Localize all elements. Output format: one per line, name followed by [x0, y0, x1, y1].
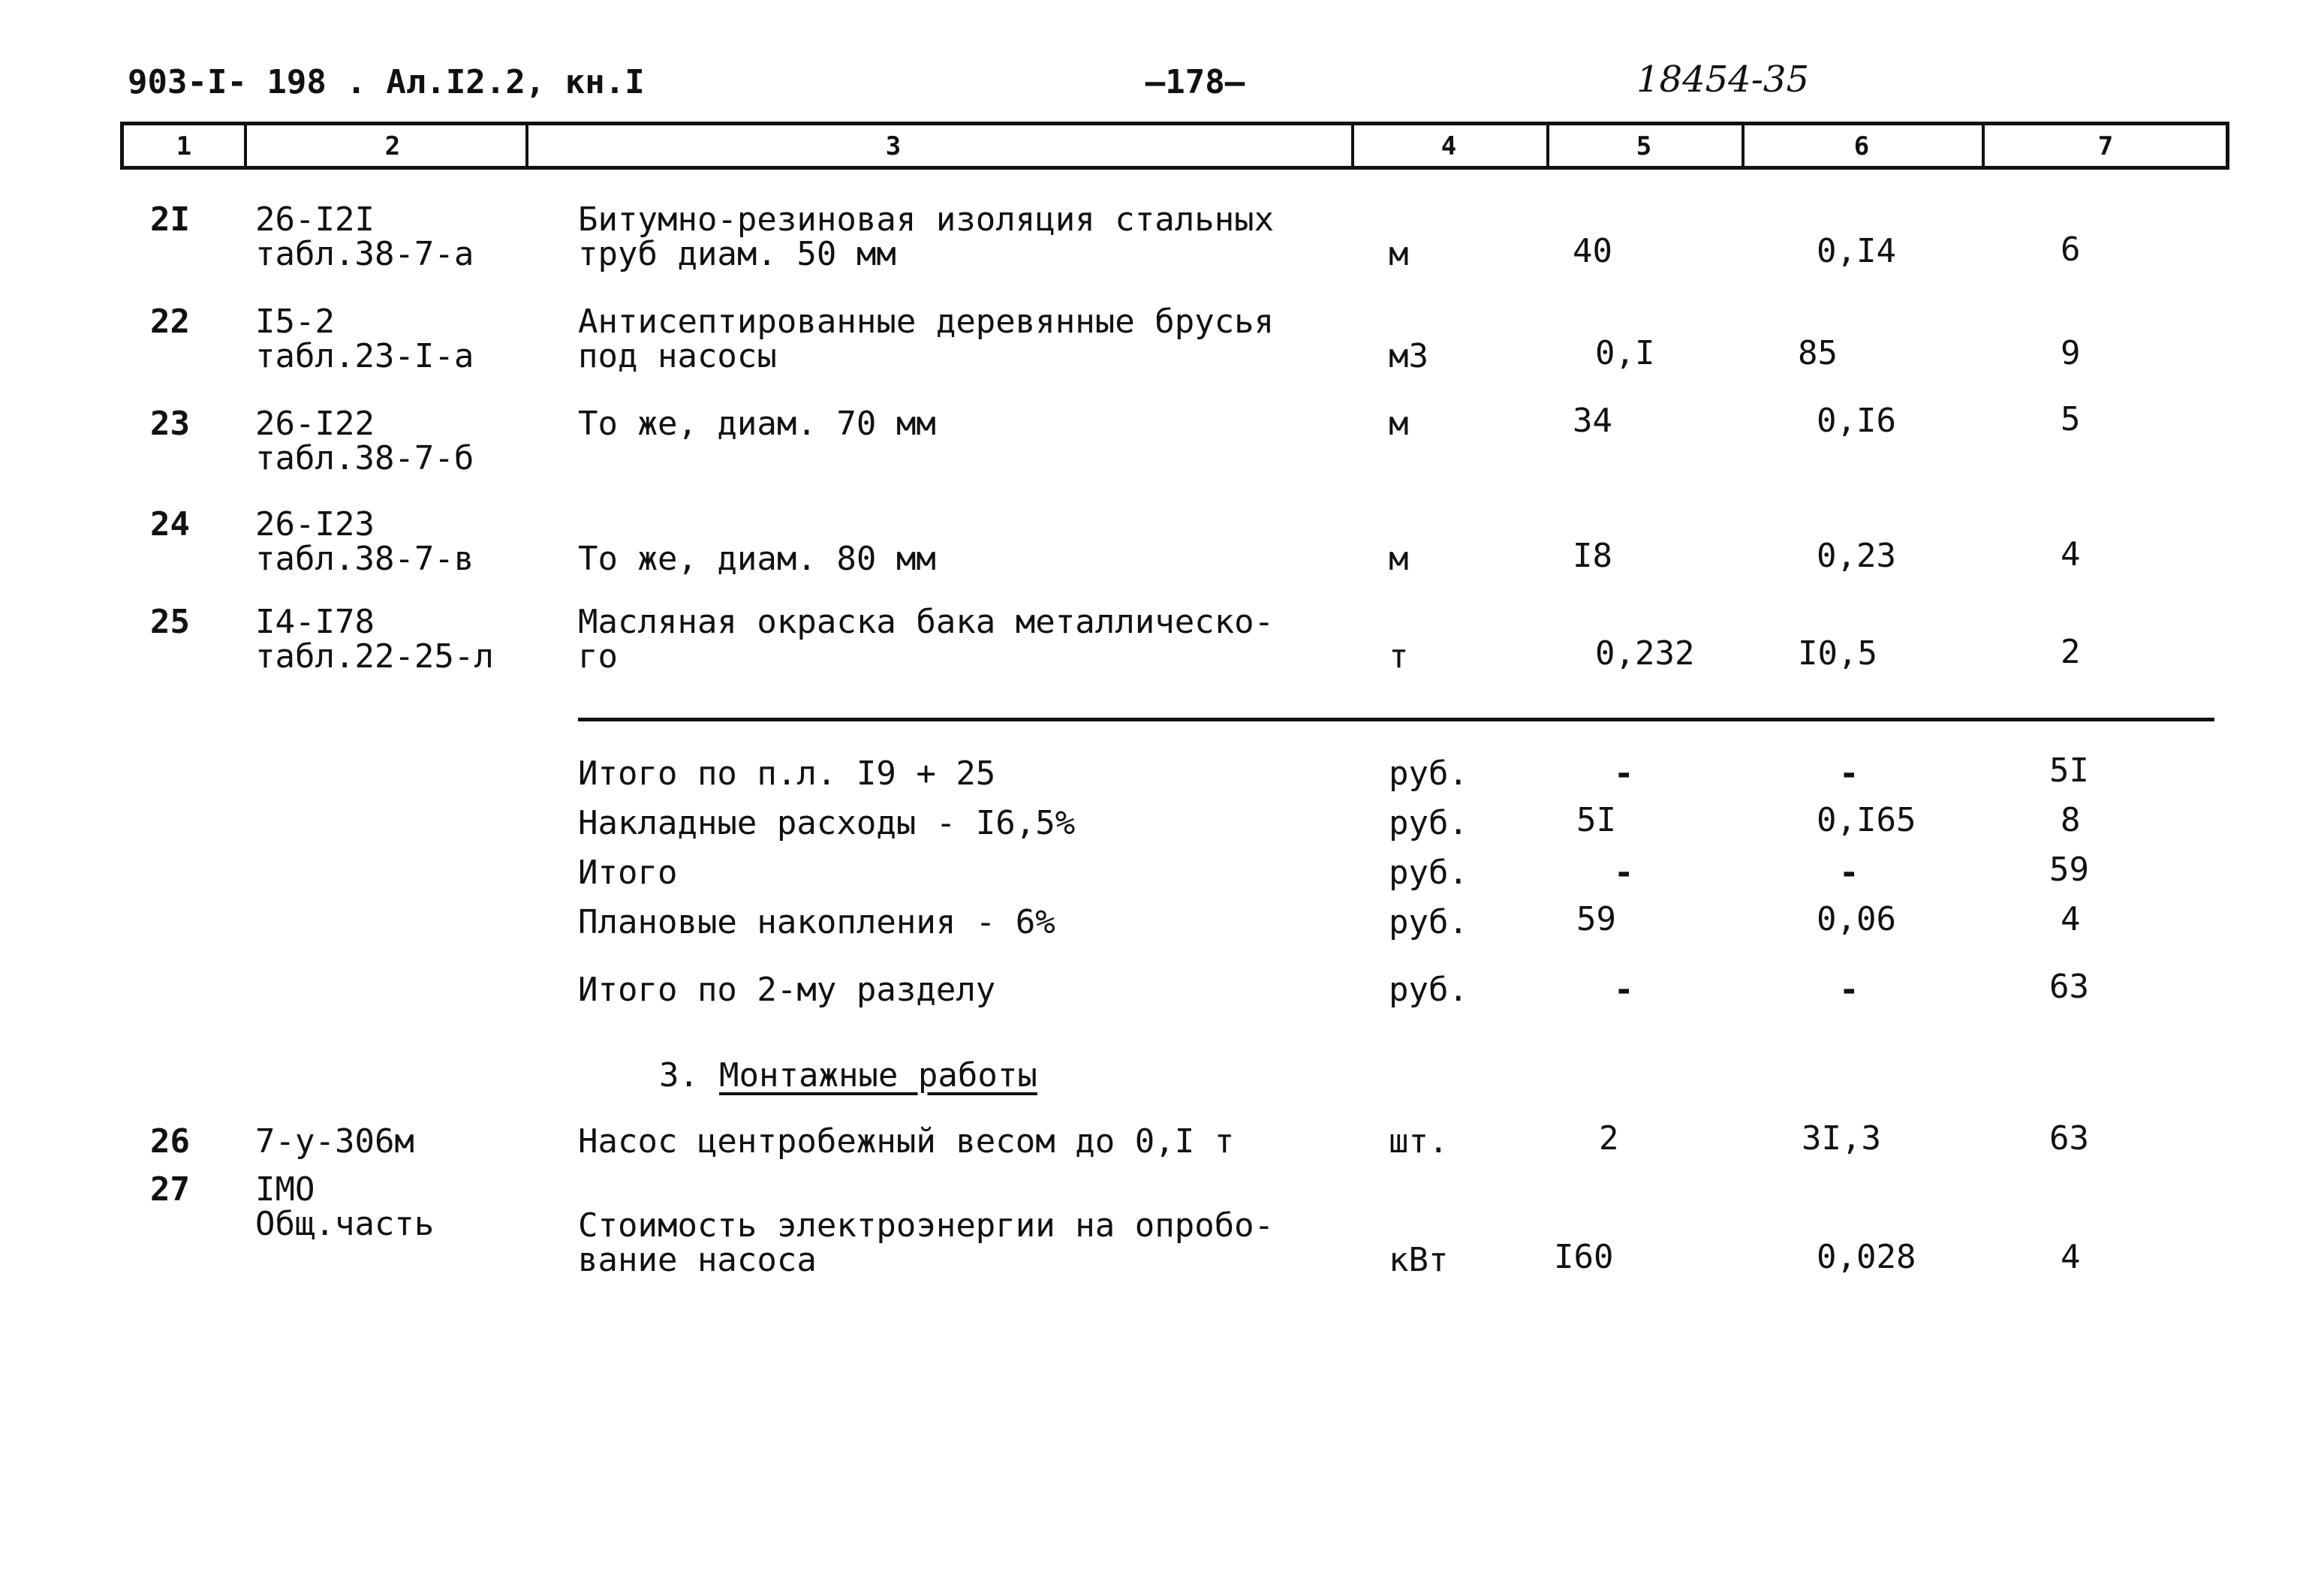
summary-price: -	[1839, 854, 1859, 892]
summary-unit: руб.	[1389, 903, 1468, 941]
row-code: табл.38-7-в	[255, 540, 474, 578]
summary-unit: руб.	[1389, 854, 1468, 892]
section-number: 3.	[659, 1056, 699, 1095]
summary-total: 63	[2049, 968, 2089, 1006]
row-code: табл.38-7-б	[255, 439, 474, 477]
row-unit: м	[1389, 540, 1409, 578]
column-number: 1	[176, 131, 192, 161]
summary-quantity: 5I	[1576, 801, 1616, 839]
row-quantity: 34	[1573, 402, 1612, 440]
row-description: То же, диам. 70 мм	[578, 405, 936, 443]
row-description: Насос центробежный весом до 0,I т	[578, 1122, 1235, 1161]
row-quantity: I60	[1554, 1238, 1614, 1276]
row-price: 0,028	[1817, 1238, 1916, 1276]
row-total: 6	[2061, 230, 2081, 269]
row-total: 63	[2049, 1119, 2089, 1158]
summary-total: 5I	[2049, 751, 2089, 790]
summary-unit: руб.	[1389, 804, 1468, 842]
row-code: табл.38-7-а	[255, 235, 474, 273]
page-number: —178—	[1145, 63, 1245, 101]
summary-price: -	[1839, 971, 1859, 1009]
row-quantity: 2	[1599, 1119, 1619, 1158]
summary-total: 4	[2061, 900, 2081, 938]
summary-price: -	[1839, 754, 1859, 793]
row-price: 0,I4	[1817, 232, 1896, 270]
row-quantity: I8	[1573, 537, 1612, 575]
row-description: вание насоса	[578, 1241, 817, 1279]
summary-description: Итого по 2-му разделу	[578, 971, 996, 1009]
row-description: го	[578, 637, 618, 676]
row-price: 3I,3	[1802, 1119, 1881, 1158]
row-quantity: 40	[1573, 232, 1612, 270]
summary-quantity: -	[1614, 971, 1634, 1009]
row-code: табл.22-25-л	[255, 637, 494, 676]
summary-description: Плановые накопления - 6%	[578, 903, 1055, 941]
column-number: 7	[2097, 131, 2114, 161]
row-description: Битумно-резиновая изоляция стальных	[578, 200, 1275, 239]
row-number: 22	[150, 303, 190, 341]
summary-divider	[578, 718, 2214, 721]
row-code: 7-у-306м	[255, 1122, 414, 1161]
column-number: 3	[885, 131, 902, 161]
summary-quantity: -	[1614, 754, 1634, 793]
row-code: I4-I78	[255, 603, 375, 641]
summary-description: Накладные расходы - I6,5%	[578, 804, 1076, 842]
row-description: труб диам. 50 мм	[578, 235, 896, 273]
row-code: табл.23-I-а	[255, 337, 474, 375]
column-number: 4	[1440, 131, 1457, 161]
row-unit: шт.	[1389, 1122, 1449, 1161]
column-number: 2	[384, 131, 401, 161]
stamp-number: 18454-35	[1636, 59, 1809, 101]
column-number-header	[120, 122, 2229, 170]
row-unit: кВт	[1389, 1241, 1449, 1279]
row-unit: м3	[1389, 337, 1428, 375]
document-code: 903-I- 198 . Ал.I2.2, кн.I	[128, 63, 645, 101]
row-number: 27	[150, 1170, 190, 1209]
row-price: 0,I6	[1817, 402, 1896, 440]
summary-description: Итого по п.л. I9 + 25	[578, 754, 996, 793]
summary-quantity: 59	[1576, 900, 1616, 938]
section-title: Монтажные работы	[719, 1056, 1037, 1095]
summary-unit: руб.	[1389, 971, 1468, 1009]
summary-quantity: -	[1614, 854, 1634, 892]
row-total: 5	[2061, 400, 2081, 438]
column-number: 5	[1636, 131, 1652, 161]
row-description: Стоимость электроэнергии на опробо-	[578, 1206, 1275, 1245]
row-code: 26-I22	[255, 405, 375, 443]
column-number: 6	[1853, 131, 1870, 161]
row-description: Масляная окраска бака металлическо-	[578, 603, 1275, 641]
row-number: 2I	[150, 200, 190, 239]
row-total: 9	[2061, 334, 2081, 372]
row-total: 4	[2061, 1238, 2081, 1276]
row-description: Антисептированные деревянные брусья	[578, 303, 1275, 341]
row-unit: м	[1389, 405, 1409, 443]
row-number: 26	[150, 1122, 190, 1161]
row-description: под насосы	[578, 337, 777, 375]
row-price: 0,23	[1817, 537, 1896, 575]
row-unit: т	[1389, 637, 1409, 676]
row-total: 4	[2061, 535, 2081, 574]
row-number: 25	[150, 603, 190, 641]
summary-price: 0,06	[1817, 900, 1896, 938]
summary-total: 8	[2061, 801, 2081, 839]
row-description: То же, диам. 80 мм	[578, 540, 936, 578]
row-code: Общ.часть	[255, 1205, 435, 1243]
row-number: 24	[150, 505, 190, 544]
summary-unit: руб.	[1389, 754, 1468, 793]
row-code: I5-2	[255, 303, 335, 341]
summary-price: 0,I65	[1817, 801, 1916, 839]
summary-total: 59	[2049, 851, 2089, 889]
row-quantity: 0,I	[1595, 334, 1655, 372]
row-quantity: 0,232	[1595, 634, 1695, 673]
row-price: I0,5	[1798, 634, 1877, 673]
row-code: 26-I2I	[255, 200, 375, 239]
row-code: IMO	[255, 1170, 315, 1209]
row-total: 2	[2061, 633, 2081, 671]
row-unit: м	[1389, 235, 1409, 273]
row-code: 26-I23	[255, 505, 375, 544]
row-number: 23	[150, 405, 190, 443]
row-price: 85	[1798, 334, 1838, 372]
summary-description: Итого	[578, 854, 678, 892]
